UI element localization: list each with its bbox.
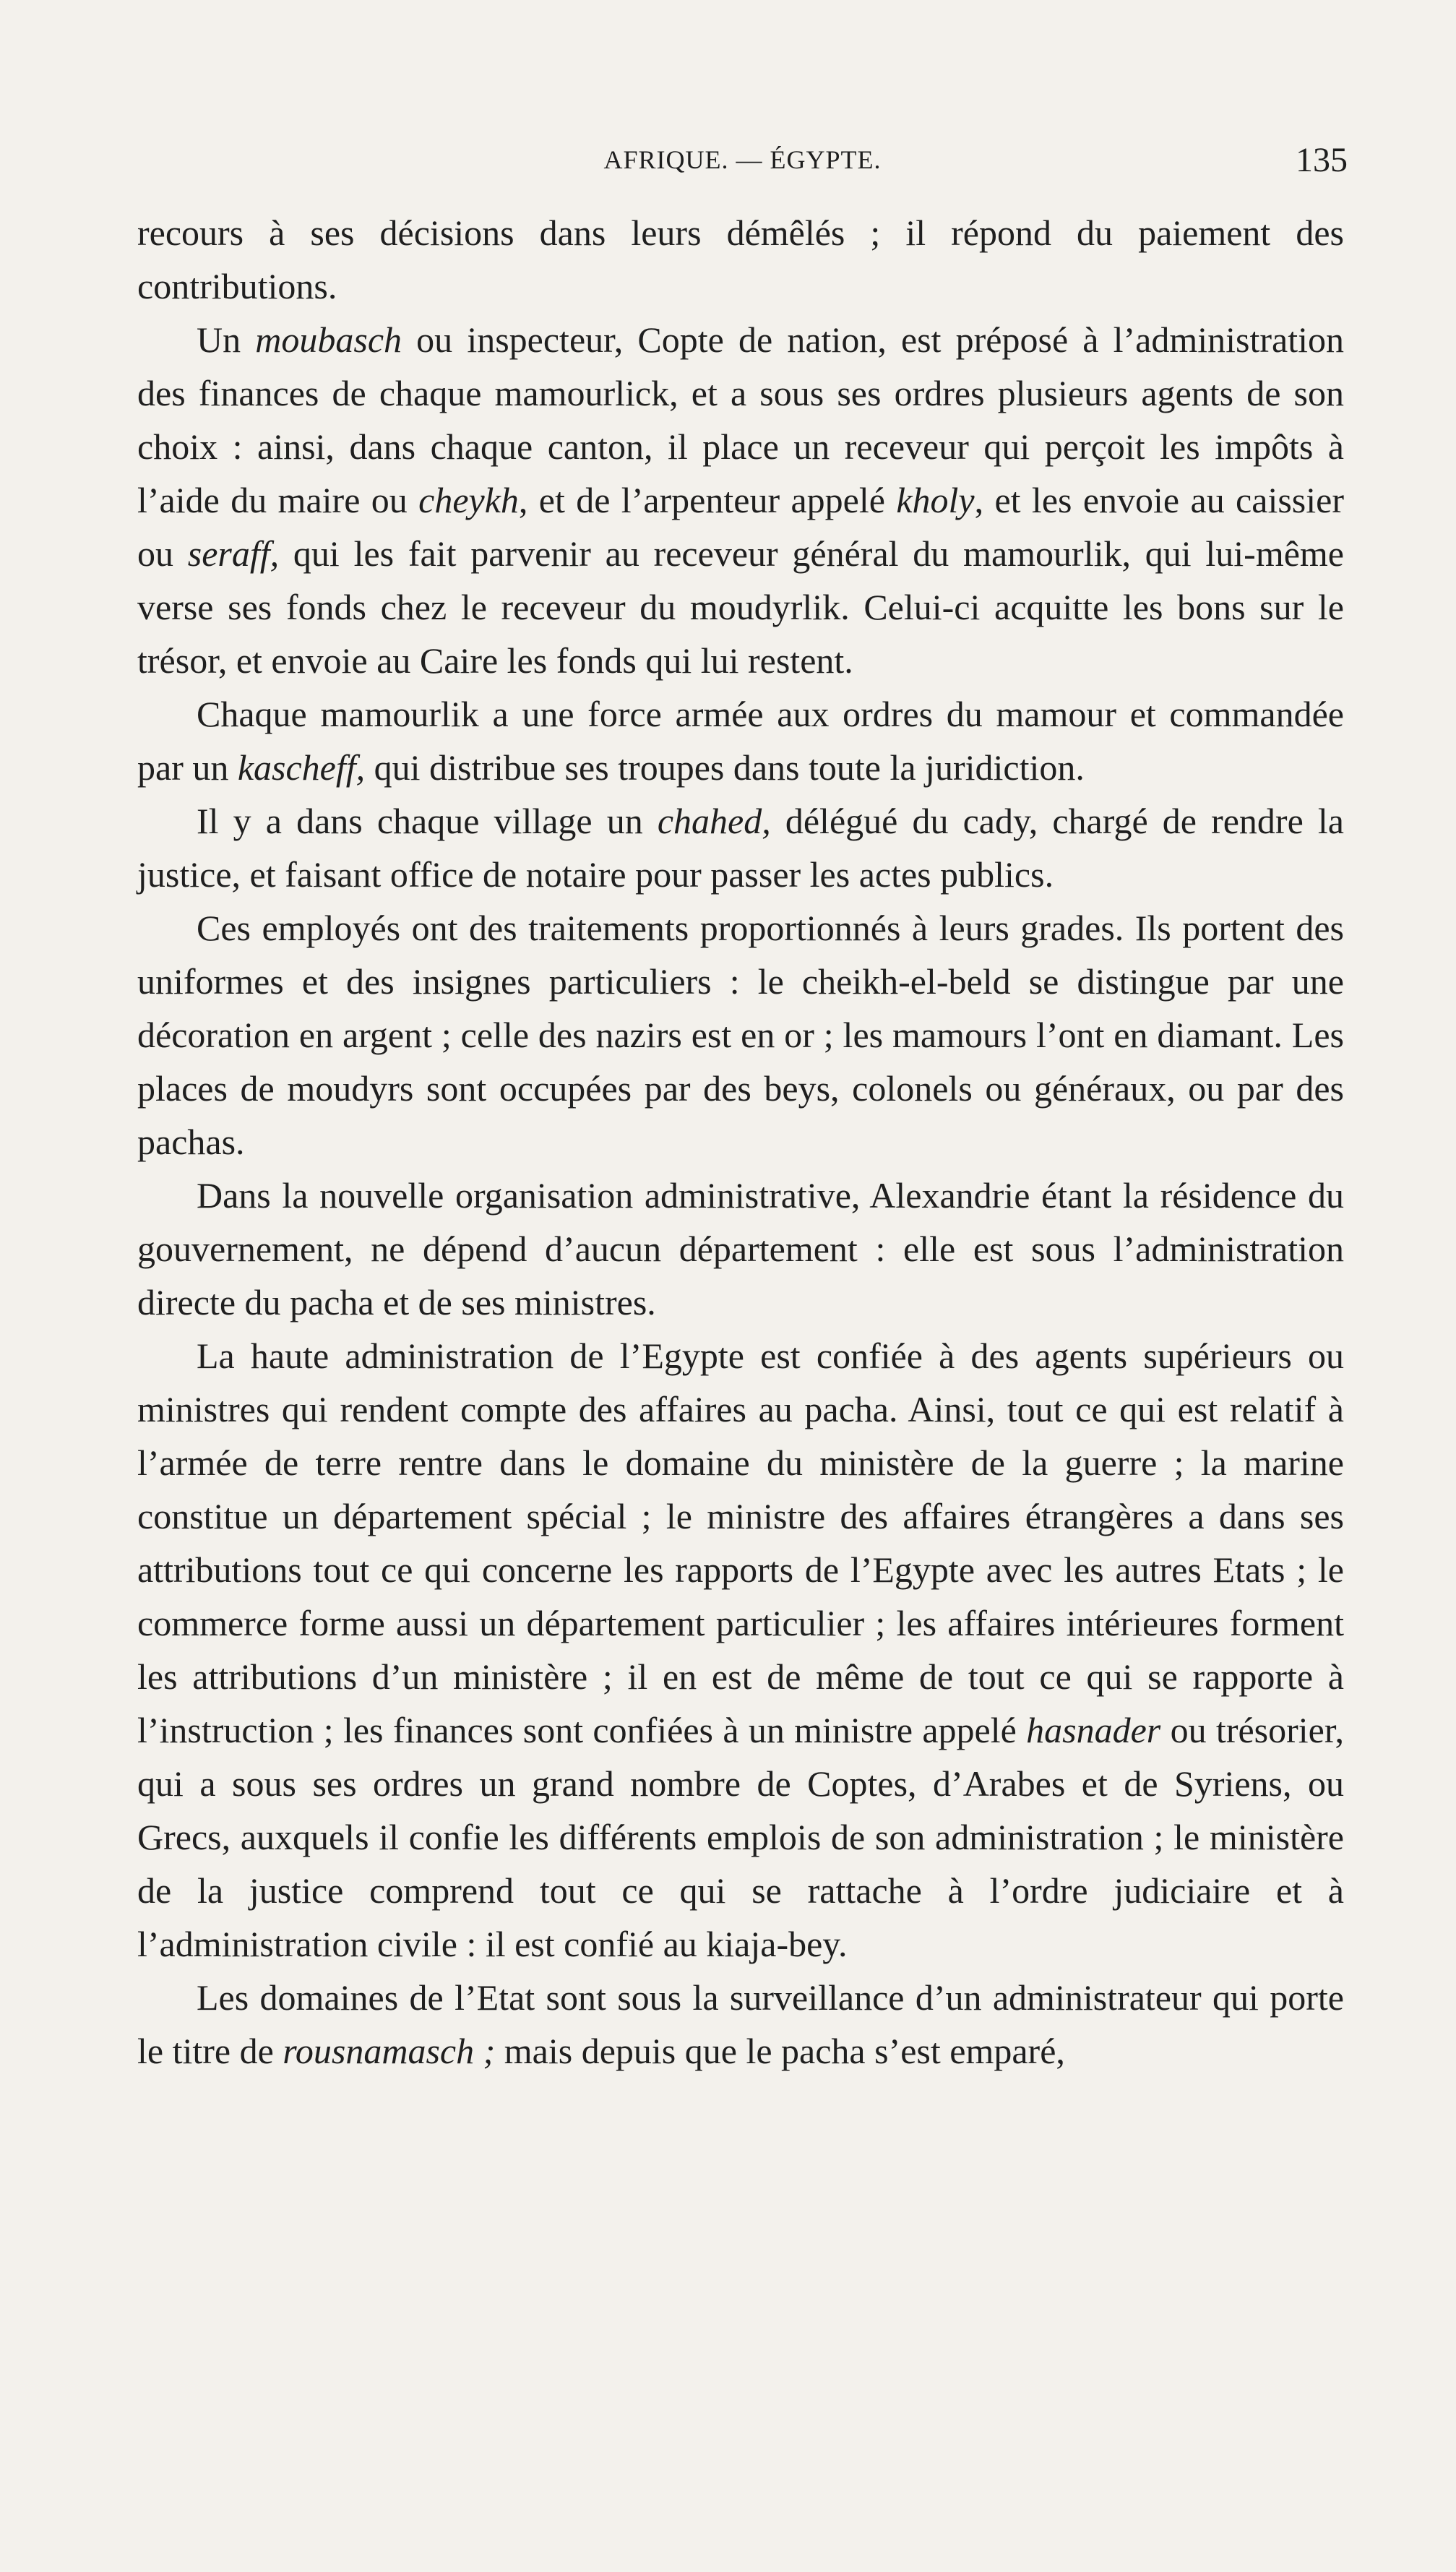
italic-term: cheykh <box>418 480 519 520</box>
text-run: ou trésorier, qui a sous ses ordres un grand nombre de Coptes, d’Arabes et de Syriens, ou Grecs, auxquels il confie les différents emplois de son administration ; le ministère de la justice comprend tout ce qui se rattache à l’ordre judiciaire et à l’administration civile : il est confié au kiaja-bey. <box>137 1710 1344 1964</box>
text-run: Les domaines de l’Etat sont sous la surveillance d’un administrateur qui porte le titre de <box>137 1977 1344 2071</box>
italic-term: rousnamasch ; <box>283 2031 496 2071</box>
paragraph <box>137 313 1344 687</box>
italic-term: moubasch <box>255 319 402 360</box>
italic-term: kascheff, <box>237 747 366 788</box>
text-run: , et de l’arpenteur appelé <box>518 480 897 520</box>
body-text <box>137 206 1344 2078</box>
text-run: La haute administration de l’Egypte est confiée à des agents supérieurs ou ministres qui rendent compte des affaires au pacha. Ainsi, tout ce qui est relatif à l’armée de terre rentre dans le domaine du ministère de la guerre ; la marine constitue un département spécial ; le ministre des affaires étrangères a dans ses attributions tout ce qui concerne les rapports de l’Egypte avec les autres Etats ; le commerce forme aussi un département particulier ; les affaires intérieures forment les attributions d’un ministère ; il en est de même de tout ce qui se rapporte à l’instruction ; les finances sont confiées à un ministre appelé <box>137 1336 1344 1750</box>
page-number: 135 <box>1296 141 1348 179</box>
text-run: qui distribue ses troupes dans toute la juridiction. <box>365 747 1085 788</box>
text-run: Il y a dans chaque village un <box>197 801 658 841</box>
text-run: mais depuis que le pacha s’est emparé, <box>495 2031 1065 2071</box>
paragraph <box>137 206 1344 313</box>
paragraph <box>137 794 1344 901</box>
running-head <box>137 141 1348 195</box>
paragraph <box>137 1971 1344 2078</box>
text-run: ou inspecteur, Copte de nation, est préposé à l’administration des finances de chaque mamourlick, et a sous ses ordres plusieurs agents de son choix : ainsi, dans chaque canton, il place un receveur qui perçoit les impôts à l’aide du maire ou <box>137 319 1345 520</box>
text-run: Dans la nouvelle organisation administrative, Alexandrie étant la résidence du gouvernement, ne dépend d’aucun département : elle est sous l’administration directe du pacha et de ses ministres. <box>137 1175 1344 1322</box>
paragraph <box>137 1169 1344 1329</box>
text-run: Chaque mamourlik a une force armée aux ordres du mamour et commandée par un <box>137 694 1344 788</box>
text-run: délégué du cady, chargé de rendre la justice, et faisant office de notaire pour passer les actes publics. <box>137 801 1344 895</box>
italic-term: chahed, <box>657 801 771 841</box>
text-run: recours à ses décisions dans leurs démêlés ; il répond du paiement des contributions. <box>137 212 1344 306</box>
italic-term: kholy <box>896 480 975 520</box>
text-run: , et les envoie au caissier ou <box>137 480 1344 574</box>
italic-term: seraff, <box>187 533 280 574</box>
running-title: AFRIQUE. — ÉGYPTE. <box>603 145 882 174</box>
text-run: Ces employés ont des traitements proportionnés à leurs grades. Ils portent des uniformes et des insignes particuliers : le cheikh-el-beld se distingue par une décoration en argent ; celle des nazirs est en or ; les mamours l’ont en diamant. Les places de moudyrs sont occupées par des beys, colonels ou généraux, ou par des pachas. <box>137 908 1344 1162</box>
text-run: qui les fait parvenir au receveur général du mamourlik, qui lui-même verse ses fonds chez le receveur du moudyrlik. Celui-ci acquitte les bons sur le trésor, et envoie au Caire les fonds qui lui restent. <box>137 533 1345 681</box>
text-run: Un <box>197 319 256 360</box>
paragraph <box>137 1329 1344 1971</box>
italic-term: hasnader <box>1026 1710 1161 1750</box>
paragraph <box>137 901 1344 1169</box>
paragraph <box>137 687 1344 794</box>
